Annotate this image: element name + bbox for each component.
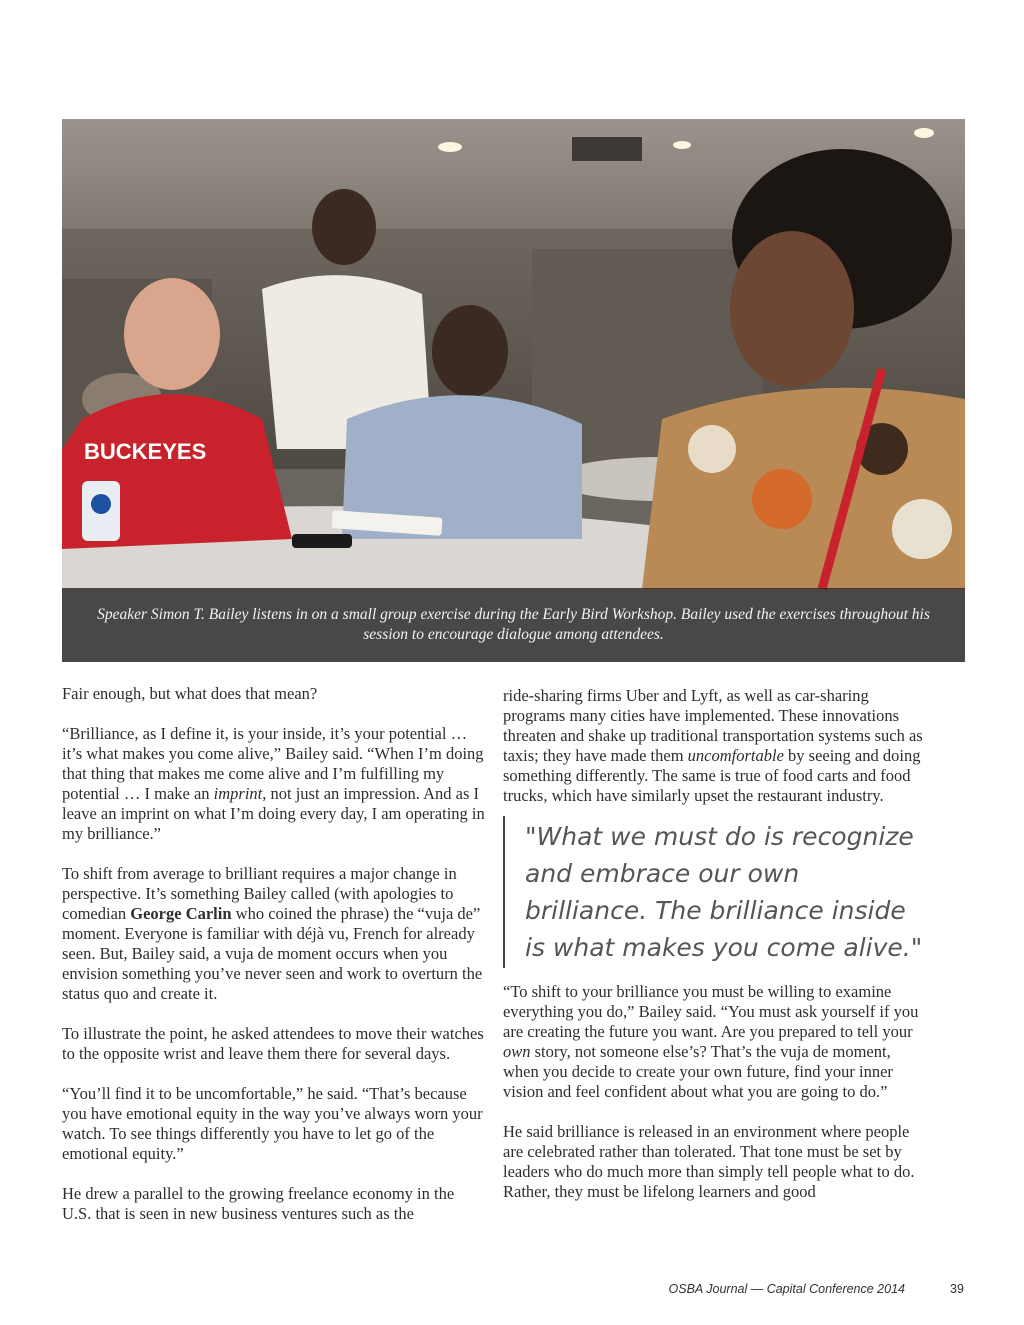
paragraph-text: ride-sharing firms Uber and Lyft, as well as car-sharing programs many cities have implemented. These innovations threaten and shake up traditional transportation systems such as taxis; they have made them — [503, 686, 923, 765]
phone — [292, 534, 352, 548]
paragraph-text: “To shift to your brilliance you must be willing to examine everything you do,” Bailey said. “You must ask yourself if you are creating the future you want. Are you prepared to tell your — [503, 982, 919, 1041]
ceiling-light — [673, 141, 691, 149]
article-paragraph — [503, 1122, 927, 1202]
woman-face — [730, 231, 854, 387]
article-paragraph — [503, 982, 927, 1102]
photo-caption: Speaker Simon T. Bailey listens in on a small group exercise during the Early Bird Workshop. Bailey used the exercises throughout his session to encourage dialogue among attendees. — [97, 606, 930, 643]
man-left-head — [124, 278, 220, 390]
article-paragraph — [62, 864, 486, 1004]
article-right-column — [503, 686, 927, 1202]
floral-pattern — [892, 499, 952, 559]
emphasis-text: own — [503, 1042, 531, 1061]
photo-illustration — [62, 119, 965, 662]
page-number: 39 — [950, 1282, 964, 1296]
bold-name: George Carlin — [130, 904, 232, 923]
right-column-continued — [503, 982, 927, 1202]
journal-title: OSBA Journal — Capital Conference 2014 — [668, 1282, 905, 1296]
article-paragraph — [62, 1024, 486, 1064]
seated-man-head — [432, 305, 508, 397]
paragraph-text: He drew a parallel to the growing freelance economy in the U.S. that is seen in new business ventures such as the — [62, 1184, 455, 1223]
article-paragraph — [62, 1084, 486, 1164]
paragraph-text: To shift from average to brilliant requires a major change in perspective. It’s something Bailey called (with apologies to comedian — [62, 864, 457, 923]
can-logo — [91, 494, 111, 514]
floral-pattern — [688, 425, 736, 473]
emphasis-text: uncomfortable — [687, 746, 784, 765]
paragraph-text: “Brilliance, as I define it, is your inside, it’s your potential … it’s what makes you come alive,” Bailey said. “When I’m doing that thing that makes me come alive and I’m fulfilling my potential … I make an — [62, 724, 484, 803]
article-paragraph — [62, 1184, 486, 1224]
article-paragraph — [503, 686, 927, 806]
paragraph-text: , not just an impression. And as I leave an imprint on what I’m doing every day, I am operating in my brilliance.” — [62, 784, 485, 843]
right-column-intro — [503, 686, 927, 806]
ceiling-vent — [572, 137, 642, 161]
paragraph-text: by seeing and doing something differently. The same is true of food carts and food trucks, which have similarly upset the restaurant industry. — [503, 746, 921, 805]
workshop-photo — [62, 119, 965, 662]
paragraph-text: who coined the phrase) the “vuja de” moment. Everyone is familiar with déjà vu, French for already seen. But, Bailey said, a vuja de moment occurs when you envision something you’ve never seen and work to overturn the status quo and create it. — [62, 904, 483, 1003]
standing-man-head — [312, 189, 376, 265]
paragraph-text: story, not someone else’s? That’s the vuja de moment, when you decide to create your own future, find your inner vision and feel confident about what you are going to do.” — [503, 1042, 893, 1101]
article-paragraph — [62, 724, 486, 844]
paragraph-text: Fair enough, but what does that mean? — [62, 684, 318, 703]
sweatshirt-text: BUCKEYES — [84, 439, 207, 464]
floral-pattern — [752, 469, 812, 529]
pull-quote: "What we must do is recognize and embrace our own brilliance. The brilliance inside is what makes you come alive." — [503, 816, 927, 968]
ceiling-light — [914, 128, 934, 138]
paragraph-text: To illustrate the point, he asked attendees to move their watches to the opposite wrist and leave them there for several days. — [62, 1024, 484, 1063]
paragraph-text: “You’ll find it to be uncomfortable,” he said. “That’s because you have emotional equity in the way you’ve always worn your watch. To see things differently you have to let go of the emotional equity.” — [62, 1084, 483, 1163]
article-left-column — [62, 684, 486, 1224]
article-paragraph — [62, 684, 486, 704]
paragraph-text: He said brilliance is released in an environment where people are celebrated rather than tolerated. That tone must be set by leaders who do much more than simply tell people what to do. Rather, they must be lifelong learners and good — [503, 1122, 915, 1201]
photo-caption-band — [62, 588, 965, 662]
ceiling-light — [438, 142, 462, 152]
emphasis-text: imprint — [213, 784, 263, 803]
